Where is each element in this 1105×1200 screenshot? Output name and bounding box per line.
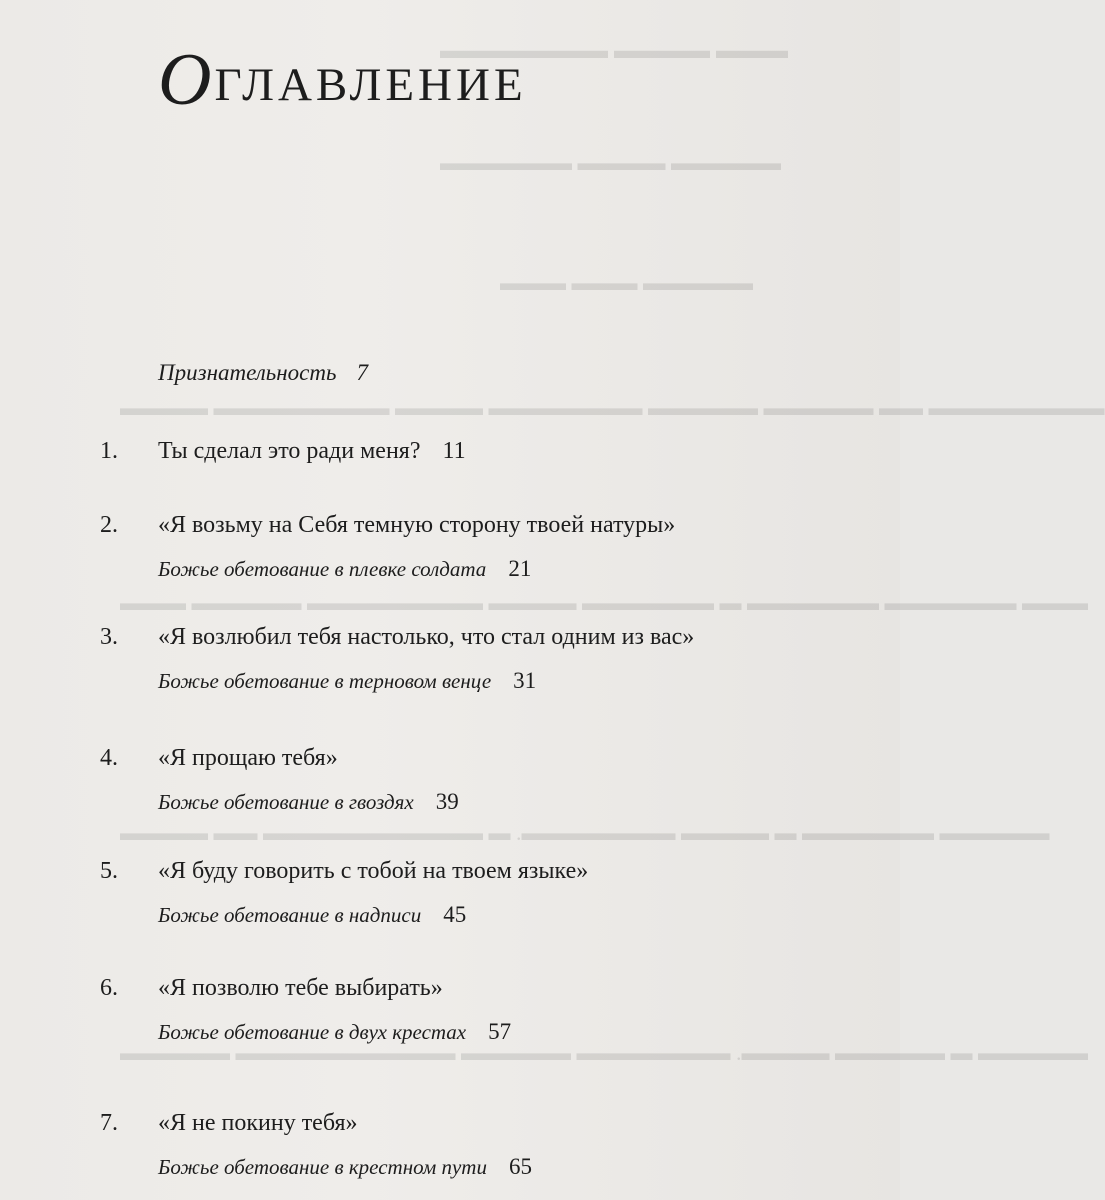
- title-rest: ГЛАВЛЕНИЕ: [214, 59, 527, 111]
- chapter-subtitle: [158, 789, 459, 815]
- chapter-title: «Я прощаю тебя»: [158, 745, 338, 771]
- acknowledgment-entry[interactable]: [158, 360, 368, 386]
- chapter-number: 7.: [100, 1110, 118, 1136]
- chapter-page: 57: [488, 1019, 512, 1044]
- chapter-number: 5.: [100, 858, 118, 884]
- chapter-subtitle: [158, 556, 531, 582]
- bleed-through-decoration: ▬▬▬▬▬ ▬▬▬▬ ▬▬▬▬▬▬: [440, 150, 781, 175]
- title-initial: О: [158, 39, 215, 121]
- chapter-subtitle: [158, 1019, 511, 1045]
- chapter-number: 2.: [100, 512, 118, 538]
- chapter-title: «Я позволю тебе выбирать»: [158, 975, 443, 1001]
- chapter-title: «Я буду говорить с тобой на твоем языке»: [158, 858, 589, 884]
- chapter-subtitle-text: Божье обетование в терновом венце: [158, 669, 492, 693]
- chapter-page: 65: [508, 1154, 532, 1179]
- chapter-title: «Я возлюбил тебя настолько, что стал одним из вас»: [158, 624, 695, 650]
- chapter-page: 21: [508, 556, 532, 581]
- chapter-subtitle: [158, 1154, 532, 1180]
- bleed-through-decoration: ▬▬▬▬▬ ▬▬▬▬▬▬ ▬ ▬▬▬▬ ▬▬▬▬▬▬▬. ▬ ▬▬▬▬▬▬▬▬▬▬ ▬▬ ▬▬▬▬: [120, 820, 1050, 845]
- bleed-through-decoration: ▬▬▬ ▬▬▬▬ ▬▬▬▬▬▬▬: [440, 38, 788, 64]
- chapter-page: 11: [442, 438, 466, 464]
- chapter-subtitle-text: Божье обетование в двух крестах: [158, 1020, 467, 1044]
- chapter-number: 6.: [100, 975, 118, 1001]
- bleed-through-decoration: ▬▬▬ ▬▬▬▬▬▬ ▬▬▬▬▬▬ ▬ ▬▬▬▬▬▬ ▬▬▬▬ ▬▬▬▬▬▬▬▬ ▬▬▬▬▬ ▬▬▬: [120, 590, 1088, 615]
- chapter-page: 31: [513, 668, 537, 693]
- acknowledgment-page: 7: [356, 360, 368, 385]
- chapter-title: «Я не покину тебя»: [158, 1110, 358, 1136]
- chapter-subtitle: [158, 668, 536, 694]
- chapter-page: 45: [443, 902, 467, 927]
- chapter-title-text: Ты сделал это ради меня?: [158, 438, 421, 464]
- chapter-subtitle-text: Божье обетование в надписи: [158, 903, 422, 927]
- chapter-subtitle-text: Божье обетование в крестном пути: [158, 1155, 487, 1179]
- acknowledgment-label: Признательность: [158, 360, 337, 385]
- chapter-number: 1.: [100, 438, 118, 464]
- page-title: [158, 38, 527, 123]
- chapter-number: 4.: [100, 745, 118, 771]
- bleed-through-decoration: ▬▬▬▬▬ ▬ ▬▬▬▬▬ ▬▬▬▬. ▬▬▬▬▬▬▬ ▬▬▬▬▬ ▬▬▬▬▬▬▬▬▬▬ ▬▬▬▬▬: [120, 1040, 1088, 1065]
- bleed-through-decoration: ▬▬▬▬▬▬▬▬ ▬▬ ▬▬▬▬▬ ▬▬▬▬▬ ▬▬▬▬▬▬▬ ▬▬▬▬ ▬▬▬▬▬▬▬▬ ▬▬▬▬: [120, 395, 1105, 420]
- chapter-subtitle-text: Божье обетование в гвоздях: [158, 790, 414, 814]
- bleed-through-decoration: ▬▬▬▬▬ ▬▬▬ ▬▬▬: [500, 270, 753, 295]
- chapter-subtitle-text: Божье обетование в плевке солдата: [158, 557, 487, 581]
- chapter-number: 3.: [100, 624, 118, 650]
- chapter-title: [158, 438, 466, 465]
- chapter-title: «Я возьму на Себя темную сторону твоей натуры»: [158, 512, 676, 538]
- chapter-page: 39: [435, 789, 459, 814]
- chapter-subtitle: [158, 902, 466, 928]
